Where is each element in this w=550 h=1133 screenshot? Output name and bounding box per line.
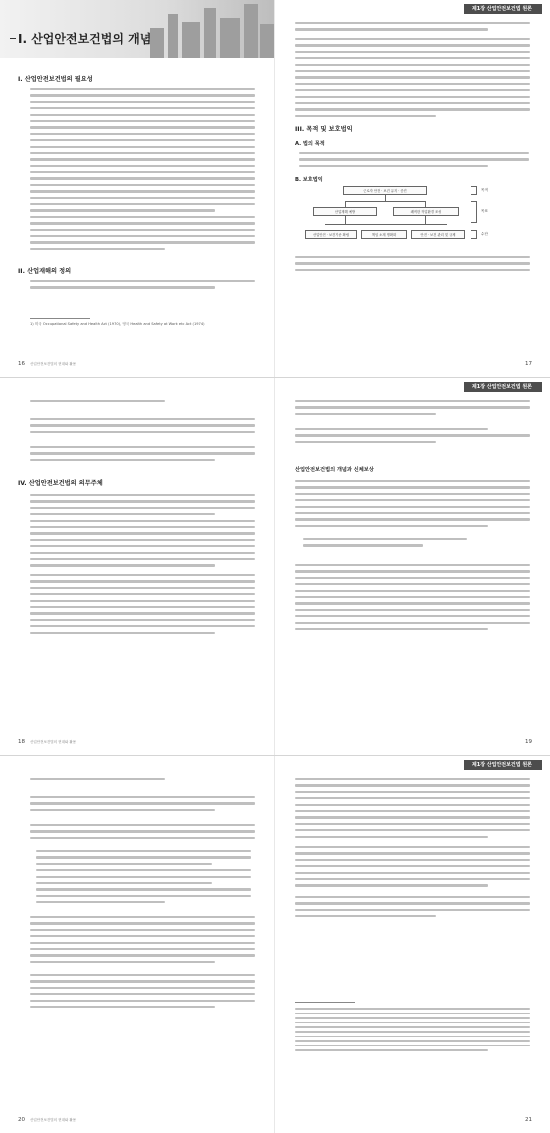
diagram-connector — [345, 216, 346, 224]
body-text-block — [30, 574, 255, 638]
bullet-list — [36, 850, 251, 908]
body-text-block — [30, 494, 255, 571]
body-text-block — [30, 88, 255, 254]
page-number: 18 — [18, 739, 25, 745]
footnote-rule — [295, 1002, 355, 1003]
diagram-bracket — [471, 186, 477, 195]
diagram-box-standards: 산업안전 · 보건기준 확립 — [305, 230, 357, 239]
subsection-heading: A. 법의 목적 — [295, 141, 325, 147]
body-text-block — [30, 400, 255, 406]
body-text-block — [295, 778, 530, 842]
page-number: 21 — [525, 1117, 532, 1123]
skyline-building — [260, 24, 275, 58]
body-text-block — [30, 824, 255, 843]
chapter-hero-banner — [0, 0, 275, 58]
body-text-block — [30, 446, 255, 465]
skyline-building — [204, 8, 216, 58]
diagram-label-target: 목표 — [481, 209, 488, 213]
body-text-block — [30, 974, 255, 1012]
page-20 — [0, 756, 275, 1133]
skyline-building — [220, 18, 240, 58]
diagram-connector — [425, 216, 426, 224]
diagram-box-prevention: 산업재해 예방 — [313, 207, 377, 216]
skyline-building — [150, 28, 164, 58]
page-number: 19 — [525, 739, 532, 745]
page-folio — [525, 739, 532, 745]
footnote-block — [295, 1008, 530, 1054]
protection-diagram — [305, 186, 488, 266]
body-text-block — [30, 796, 255, 815]
body-text-block — [30, 916, 255, 967]
section-heading: III. 목적 및 보호법익 — [295, 126, 353, 133]
page-folio — [18, 739, 76, 745]
running-header: 제1장 산업안전보건법 원론 — [464, 4, 542, 14]
footnote-rule — [30, 318, 90, 319]
skyline-building — [182, 22, 200, 58]
diagram-box-environment: 쾌적한 작업환경 조성 — [393, 207, 459, 216]
body-text-block — [295, 896, 530, 922]
section-heading: II. 산업재해의 정의 — [18, 268, 72, 275]
page-folio — [18, 361, 76, 367]
body-text-block — [295, 480, 530, 531]
running-foot: 산업안전보건법의 현대와 활용 — [30, 740, 77, 744]
diagram-box-responsibility: 책임 소재 명확화 — [361, 230, 407, 239]
skyline-building — [244, 4, 258, 58]
footnote: 1) 미국 Occupational Safety and Health Act (1970), 영국 Health and Safety at Work etc Act (1974) — [30, 322, 205, 326]
skyline-building — [168, 14, 178, 58]
running-header: 제1장 산업안전보건법 원론 — [464, 760, 542, 770]
body-text-block — [295, 256, 530, 275]
spread-pages-18-19 — [0, 378, 550, 755]
diagram-bracket — [471, 230, 477, 239]
body-text-block — [295, 428, 530, 447]
diagram-box-goal: 근로자 안전 · 보건 유지 · 증진 — [343, 186, 427, 195]
page-21 — [275, 756, 550, 1133]
body-text-block — [295, 400, 530, 419]
spread-pages-20-21 — [0, 756, 550, 1133]
page-16 — [0, 0, 275, 377]
body-text-block — [299, 152, 529, 171]
body-text-block — [30, 280, 255, 293]
subsection-heading: B. 보호법익 — [295, 177, 323, 183]
page-number: 17 — [525, 361, 532, 367]
running-foot: 산업안전보건법의 현대와 활용 — [30, 362, 77, 366]
title-dash — [10, 38, 16, 39]
page-19 — [275, 378, 550, 755]
diagram-bracket — [471, 201, 477, 223]
page-number: 16 — [18, 361, 25, 367]
running-foot: 산업안전보건법의 현대와 활용 — [30, 1118, 77, 1122]
running-header: 제1장 산업안전보건법 원론 — [464, 382, 542, 392]
body-text-block — [295, 564, 530, 634]
diagram-box-regulation: 안전 · 보건 관리 및 규제 — [411, 230, 465, 239]
diagram-connector — [345, 201, 425, 202]
body-text-block — [30, 418, 255, 437]
body-text-block — [295, 846, 530, 891]
body-text-block — [295, 22, 530, 35]
spread-pages-16-17 — [0, 0, 550, 377]
page-folio — [525, 1117, 532, 1123]
page-folio — [18, 1117, 76, 1123]
page-17 — [275, 0, 550, 377]
page-number: 20 — [18, 1117, 25, 1123]
body-text-block — [295, 38, 530, 121]
chapter-title: I. 산업안전보건법의 개념 — [18, 32, 152, 46]
diagram-label-purpose: 목적 — [481, 188, 488, 192]
body-text-block — [30, 778, 255, 784]
body-text-block — [303, 538, 503, 551]
page-18 — [0, 378, 275, 755]
section-heading: I. 산업안전보건법의 필요성 — [18, 76, 93, 83]
diagram-connector — [325, 224, 447, 225]
diagram-label-means: 수단 — [481, 232, 488, 236]
section-heading: IV. 산업안전보건법의 의무주체 — [18, 480, 103, 487]
page-folio — [525, 361, 532, 367]
subsection-heading: 산업안전보건법의 개념과 신체보상 — [295, 467, 374, 473]
